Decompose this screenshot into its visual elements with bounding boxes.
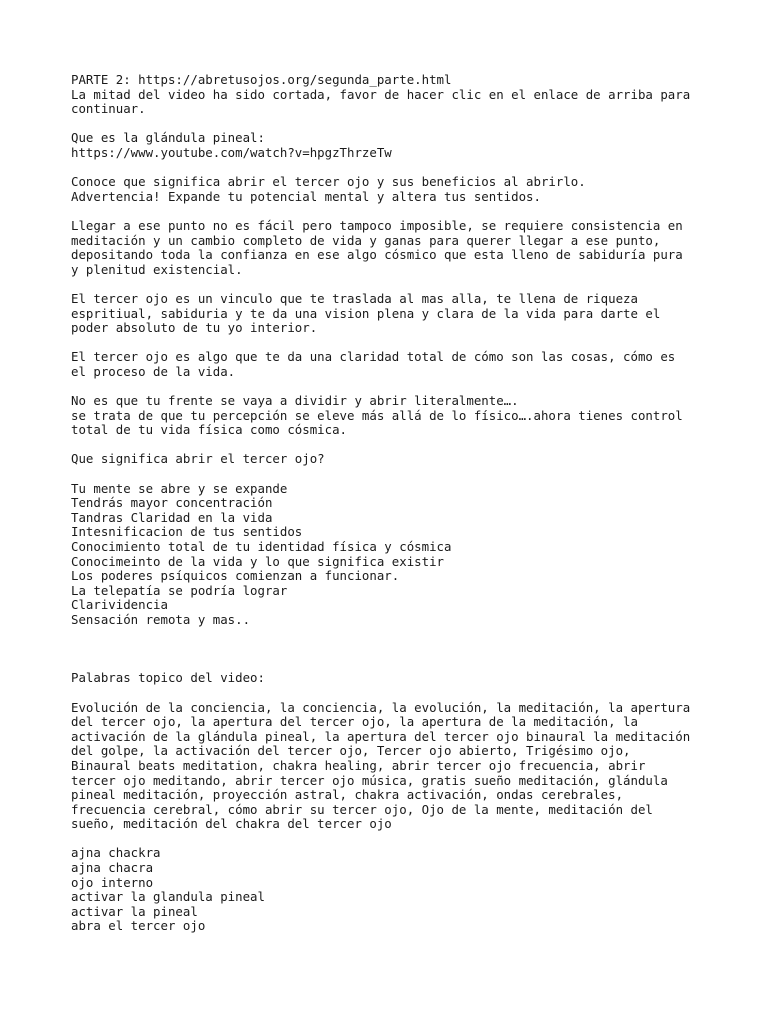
text-line: frecuencia cerebral, cómo abrir su tercer ojo, Ojo de la mente, meditación del — [71, 801, 653, 817]
text-line: Sensación remota y mas.. — [71, 611, 251, 627]
text-line: activar la pineal — [71, 903, 198, 919]
text-line: Que es la glándula pineal: — [71, 130, 265, 146]
text-line: Binaural beats meditation, chakra healing, abrir tercer ojo frecuencia, abrir — [71, 757, 646, 773]
text-line-link: https://www.youtube.com/watch?v=hpgzThrzeTw — [71, 144, 392, 160]
text-line: ajna chacra — [71, 860, 154, 876]
text-line: Conocimiento total de tu identidad física y cósmica — [71, 539, 452, 554]
text-line: activación de la glándula pineal, la apertura del tercer ojo binaural la meditación — [71, 728, 691, 744]
text-line: pineal meditación, proyección astral, chakra activación, ondas cerebrales, — [71, 787, 624, 803]
text-line: ajna chackra — [71, 845, 161, 861]
text-line — [71, 657, 731, 672]
text-line: continuar. — [71, 101, 146, 117]
text-line: sueño, meditación del chakra del tercer ojo — [71, 816, 392, 832]
text-line: del tercer ojo, la apertura del tercer ojo, la apertura de la meditación, la — [71, 714, 638, 730]
text-line: No es que tu frente se vaya a dividir y abrir literalmente…. — [71, 393, 519, 409]
text-line: El tercer ojo es algo que te da una claridad total de cómo son las cosas, cómo es — [71, 349, 676, 365]
text-line: tercer ojo meditando, abrir tercer ojo música, gratis sueño meditación, glándula — [71, 772, 668, 788]
text-line — [71, 832, 731, 847]
text-line — [71, 117, 731, 132]
text-line: Tandras Claridad en la vida — [71, 509, 273, 525]
text-line: y plenitud existencial. — [71, 261, 243, 277]
text-line: La telepatía se podría lograr — [71, 582, 288, 598]
text-line: depositando toda la confianza en ese algo cósmico que esta lleno de sabiduría pura — [71, 247, 683, 263]
text-line: total de tu vida física como cósmica. — [71, 422, 348, 438]
text-line: Que significa abrir el tercer ojo? — [71, 451, 325, 467]
text-line: Tu mente se abre y se expande — [71, 480, 288, 496]
text-line — [71, 686, 731, 701]
document-text — [71, 73, 731, 934]
text-line: Intesnificacion de tus sentidos — [71, 524, 303, 540]
text-line — [71, 438, 731, 453]
text-line: poder absoluto de tu yo interior. — [71, 320, 318, 336]
text-line — [71, 204, 731, 219]
text-line: el proceso de la vida. — [71, 363, 236, 379]
text-line: Advertencia! Expande tu potencial mental y altera tus sentidos. — [71, 188, 541, 204]
text-line: Conoce que significa abrir el tercer ojo y sus beneficios al abrirlo. — [71, 174, 586, 190]
text-line: ojo interno — [71, 874, 154, 890]
text-line: activar la glandula pineal — [71, 889, 265, 905]
text-line: La mitad del video ha sido cortada, favor de hacer clic en el enlace de arriba para — [71, 86, 691, 102]
text-line: Evolución de la conciencia, la conciencia, la evolución, la meditación, la apertura — [71, 699, 691, 715]
text-line — [71, 336, 731, 351]
text-line: abra el tercer ojo — [71, 918, 206, 934]
text-line: del golpe, la activación del tercer ojo, Tercer ojo abierto, Trigésimo ojo, — [71, 743, 631, 759]
text-line: espritiual, sabiduria y te da una vision plena y clara de la vida para darte el — [71, 305, 661, 321]
text-line: Tendrás mayor concentración — [71, 495, 273, 511]
text-line — [71, 628, 731, 643]
text-line: El tercer ojo es un vinculo que te traslada al mas alla, te llena de riqueza — [71, 290, 638, 306]
text-line — [71, 467, 731, 482]
text-line: meditación y un cambio completo de vida y ganas para querer llegar a ese punto, — [71, 232, 661, 248]
text-line — [71, 642, 731, 657]
text-line: Conocimeinto de la vida y lo que significa existir — [71, 553, 444, 569]
text-line-link: PARTE 2: https://abretusojos.org/segunda_parte.html — [71, 72, 452, 87]
text-line: se trata de que tu percepción se eleve más allá de lo físico….ahora tienes control — [71, 407, 683, 423]
text-line: Palabras topico del video: — [71, 670, 265, 686]
text-line: Clarividencia — [71, 597, 168, 613]
text-line: Llegar a ese punto no es fácil pero tampoco imposible, se requiere consistencia en — [71, 217, 683, 233]
text-line — [71, 161, 731, 176]
text-line — [71, 379, 731, 394]
text-line: Los poderes psíquicos comienzan a funcionar. — [71, 568, 400, 584]
text-line — [71, 277, 731, 292]
